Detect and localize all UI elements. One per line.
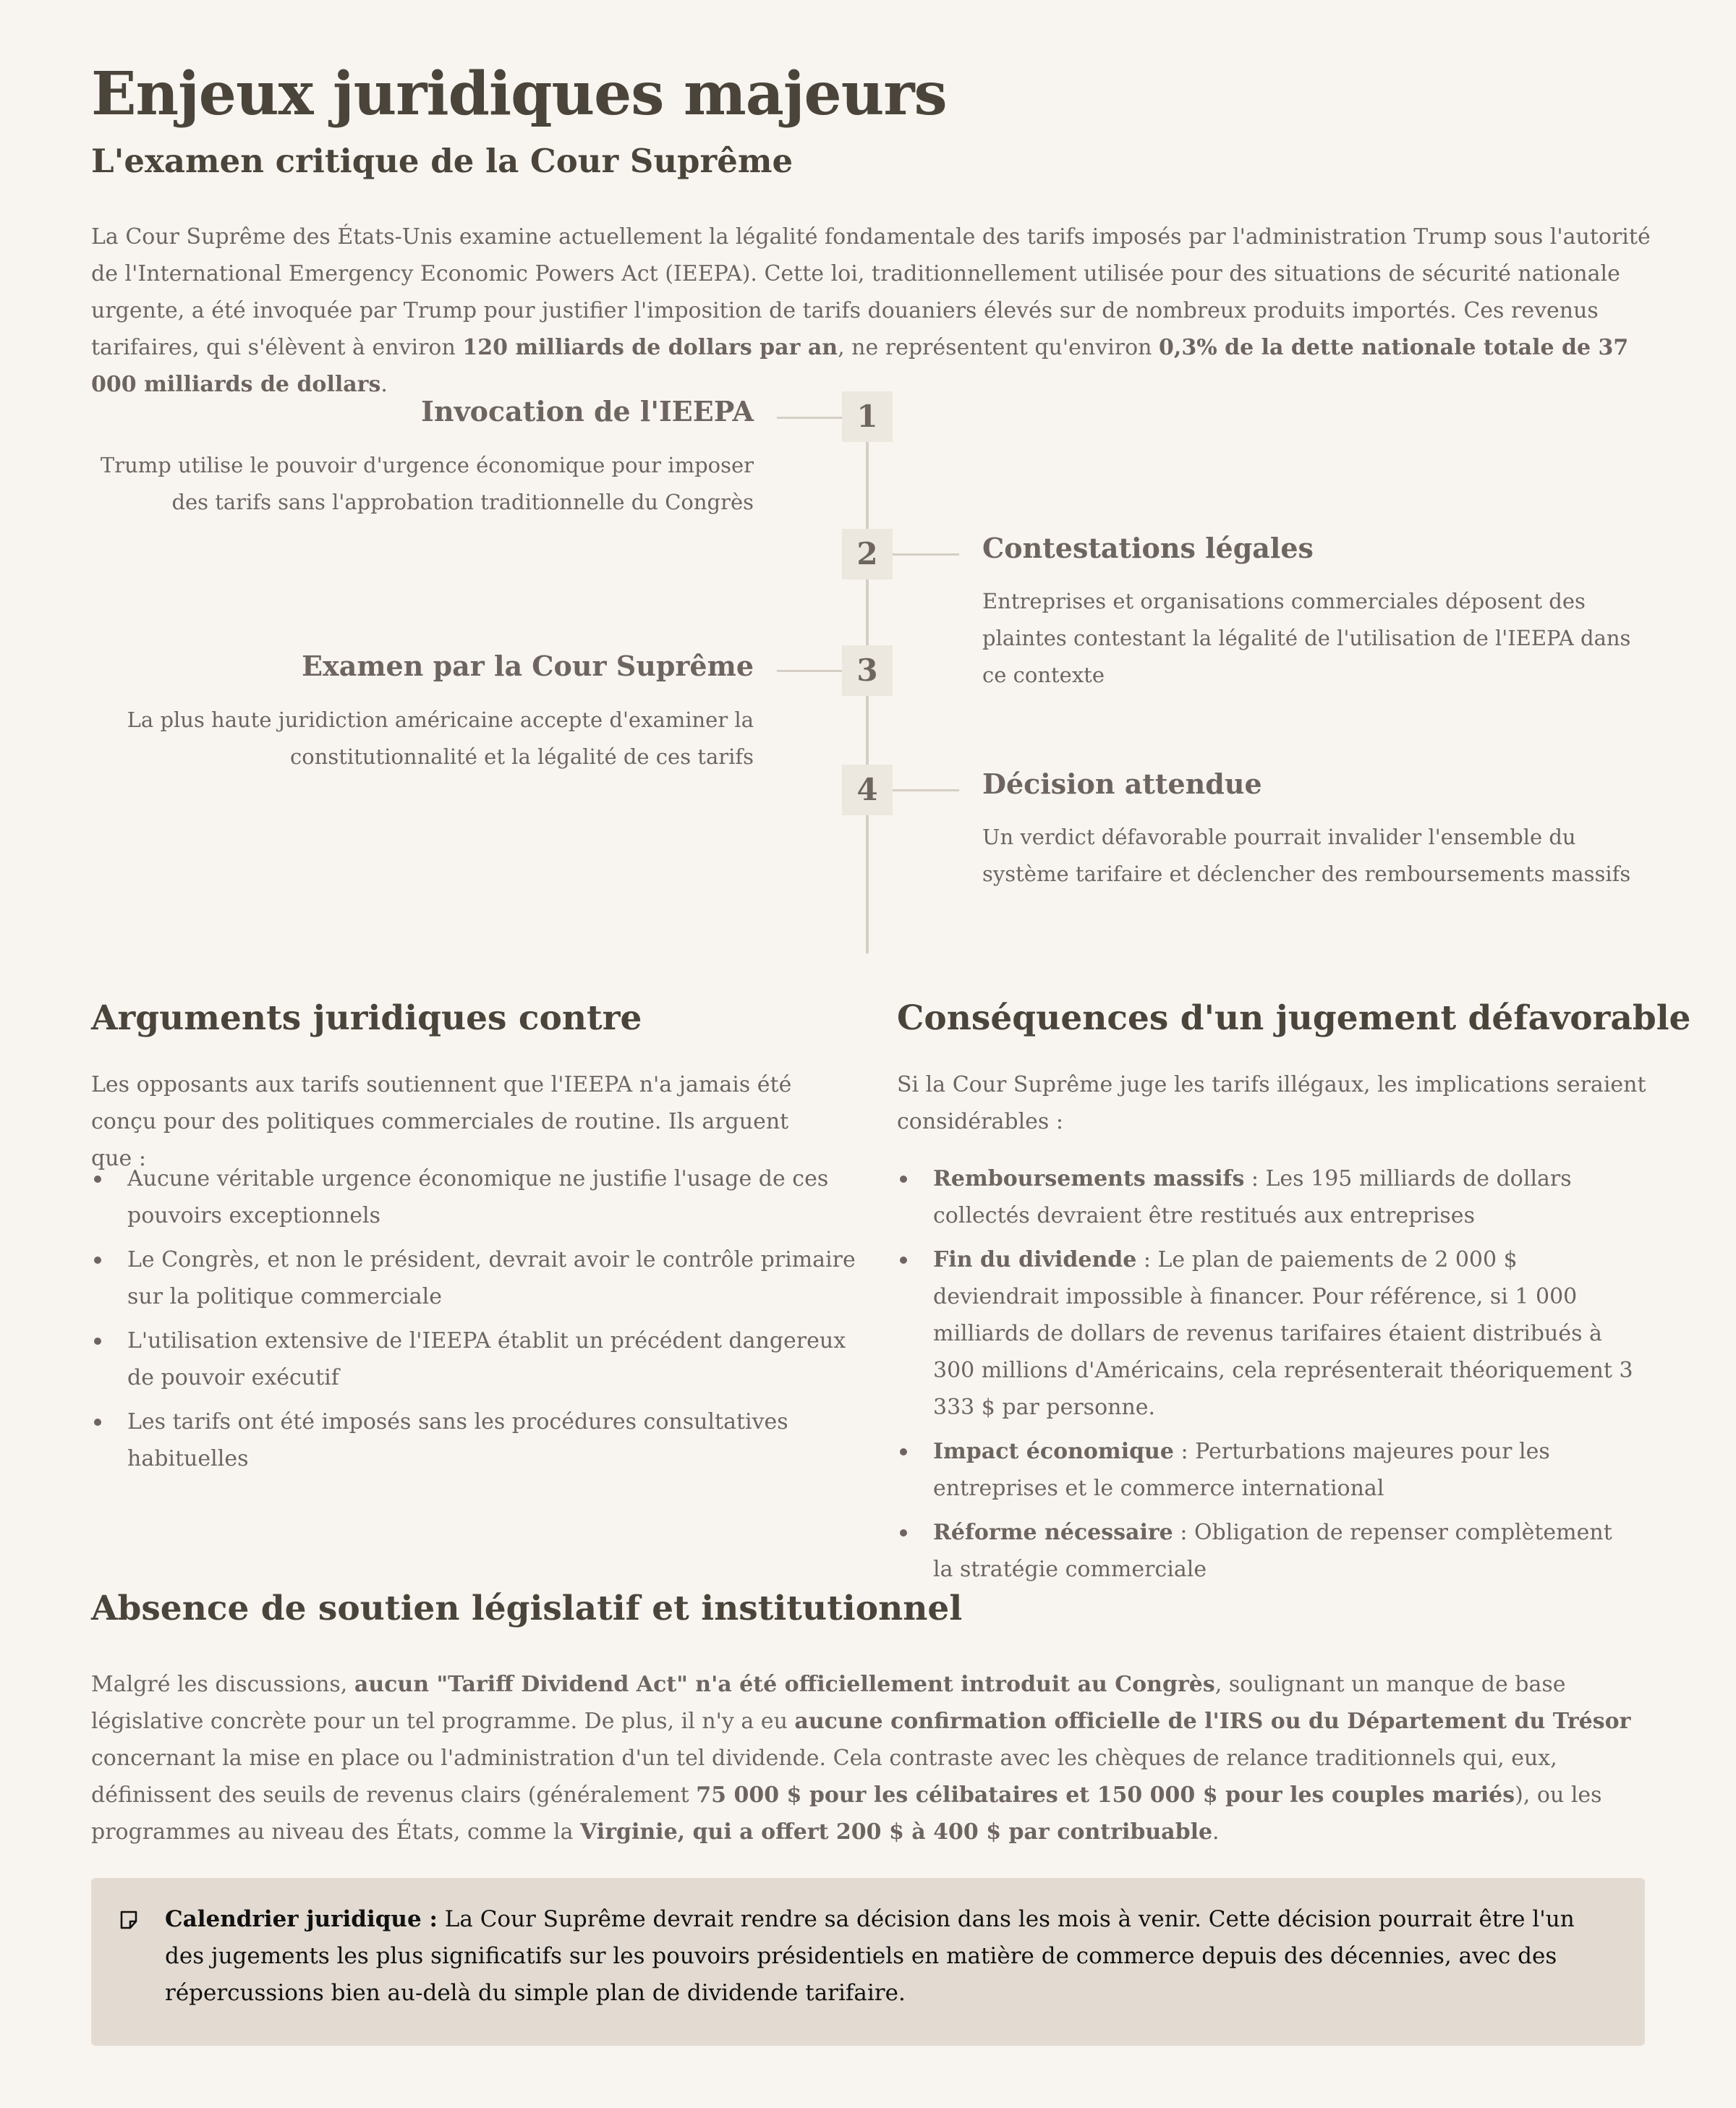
page-title: Enjeux juridiques majeurs [91,59,947,129]
support-text: Malgré les discussions, [91,1672,354,1697]
intro-text: La Cour Suprême des États-Unis examine actuellement la légalité fondamentale des tarifs imposés par l'administration Trump sous l'autorité de l'International Emergency Economic Powers Act (IEEPA). Cette loi, traditionnellement utilisée pour des situations de sécurité nationale urgente, a été invoquée par Trump pour justifier l'imposition de tarifs douaniers élevés sur de nombreux produits importés. Ces revenus tarifaires, qui s'élèvent à environ [91,224,1651,360]
note-label: Calendrier juridique : [165,1906,438,1932]
support-emphasis: 75 000 $ pour les célibataires et 150 000 $ pour les couples mariés [696,1782,1515,1808]
support-emphasis: aucun "Tariff Dividend Act" n'a été officiellement introduit au Congrès [354,1672,1215,1697]
list-item: L'utilisation extensive de l'IEEPA établit un précédent dangereux de pouvoir exécutif [91,1322,858,1396]
arguments-intro: Les opposants aux tarifs soutiennent que l'IEEPA n'a jamais été conçu pour des politiques commerciales de routine. Ils arguent que : [91,1072,792,1171]
legal-calendar-note [91,1878,1645,2046]
list-item-text: : Perturbations majeures pour les entreprises et le commerce international [933,1439,1550,1501]
note-text [165,1901,1619,2012]
list-item: Le Congrès, et non le président, devrait avoir le contrôle primaire sur la politique commerciale [91,1241,858,1315]
list-item [897,1241,1635,1426]
support-heading: Absence de soutien législatif et institutionnel [91,1589,963,1628]
timeline-step-number: 3 [842,645,893,696]
support-text: ), ou les programmes au niveau des États, comme la [91,1782,1602,1845]
timeline-step-description: Un verdict défavorable pourrait invalider l'ensemble du système tarifaire et déclencher des remboursements massifs [982,825,1631,886]
arguments-list [91,1160,858,1484]
support-text: . [1212,1819,1220,1845]
intro-paragraph [91,218,1654,403]
timeline-connector [893,553,959,556]
list-item-text: : Le plan de paiements de 2 000 $ deviendrait impossible à financer. Pour référence, si 1 000 milliards de dollars de revenus tarifaires étaient distribués à 300 millions d'Américains, cela représenterait théoriquement 3 333 $ par personne. [933,1247,1633,1420]
list-item [897,1433,1635,1507]
timeline-connector [777,670,842,672]
list-item-label: Fin du dividende [933,1247,1137,1272]
list-item [897,1160,1635,1234]
timeline-step-title: Invocation de l'IEEPA [421,395,754,428]
support-text: , soulignant un manque de base législative concrète pour un tel programme. De plus, il n'y a eu [91,1672,1566,1734]
intro-emphasis: 0,3% de la dette nationale totale de 37 000 milliards de dollars [91,335,1629,397]
list-item-text: : Les 195 milliards de dollars collectés devraient être restitués aux entreprises [933,1166,1572,1228]
timeline-connector [777,417,842,419]
arguments-heading: Arguments juridiques contre [91,998,642,1038]
support-emphasis: aucune confirmation officielle de l'IRS ou du Département du Trésor [794,1709,1631,1734]
intro-text: . [380,372,388,397]
timeline-step-title: Contestations légales [982,532,1314,564]
timeline-step-description: La plus haute juridiction américaine accepte d'examiner la constitutionnalité et la légalité de ces tarifs [127,707,754,769]
page-subtitle: L'examen critique de la Cour Suprême [91,142,793,180]
list-item-text: : Obligation de repenser complètement la stratégie commerciale [933,1520,1612,1582]
list-item [897,1514,1635,1588]
timeline-step-number: 4 [842,765,893,815]
timeline-step-number: 2 [842,529,893,579]
list-item-label: Impact économique [933,1439,1174,1464]
intro-emphasis: 120 milliards de dollars par an [462,335,838,360]
list-item-label: Remboursements massifs [933,1166,1245,1191]
timeline-step-description: Entreprises et organisations commerciales déposent des plaintes contestant la légalité de l'utilisation de l'IEEPA dans ce contexte [982,589,1631,687]
timeline-step-number: 1 [842,391,893,442]
support-paragraph [91,1666,1646,1850]
support-text: concernant la mise en place ou l'administration d'un tel dividende. Cela contraste avec les chèques de relance traditionnels qui, eux, définissent des seuils de revenus clairs (généralement [91,1746,1557,1808]
note-icon [119,1910,139,1930]
support-emphasis: Virginie, qui a offert 200 $ à 400 $ par contribuable [580,1819,1213,1845]
consequences-heading: Conséquences d'un jugement défavorable [897,998,1691,1038]
list-item: Aucune véritable urgence économique ne justifie l'usage de ces pouvoirs exceptionnels [91,1160,858,1234]
timeline-step-title: Examen par la Cour Suprême [302,650,754,682]
timeline-step-title: Décision attendue [982,768,1262,800]
consequences-intro: Si la Cour Suprême juge les tarifs illégaux, les implications seraient considérables : [897,1072,1646,1134]
intro-text: , ne représentent qu'environ [838,335,1159,360]
list-item: Les tarifs ont été imposés sans les procédures consultatives habituelles [91,1403,858,1477]
timeline-step-description: Trump utilise le pouvoir d'urgence économique pour imposer des tarifs sans l'approbation traditionnelle du Congrès [100,453,754,514]
timeline-connector [893,789,959,791]
consequences-list [897,1160,1635,1595]
list-item-label: Réforme nécessaire [933,1520,1173,1545]
note-body: La Cour Suprême devrait rendre sa décision dans les mois à venir. Cette décision pourrait être l'un des jugements les plus significatifs sur les pouvoirs présidentiels en matière de commerce depuis des décennies, avec des répercussions bien au-delà du simple plan de dividende tarifaire. [165,1906,1575,2006]
